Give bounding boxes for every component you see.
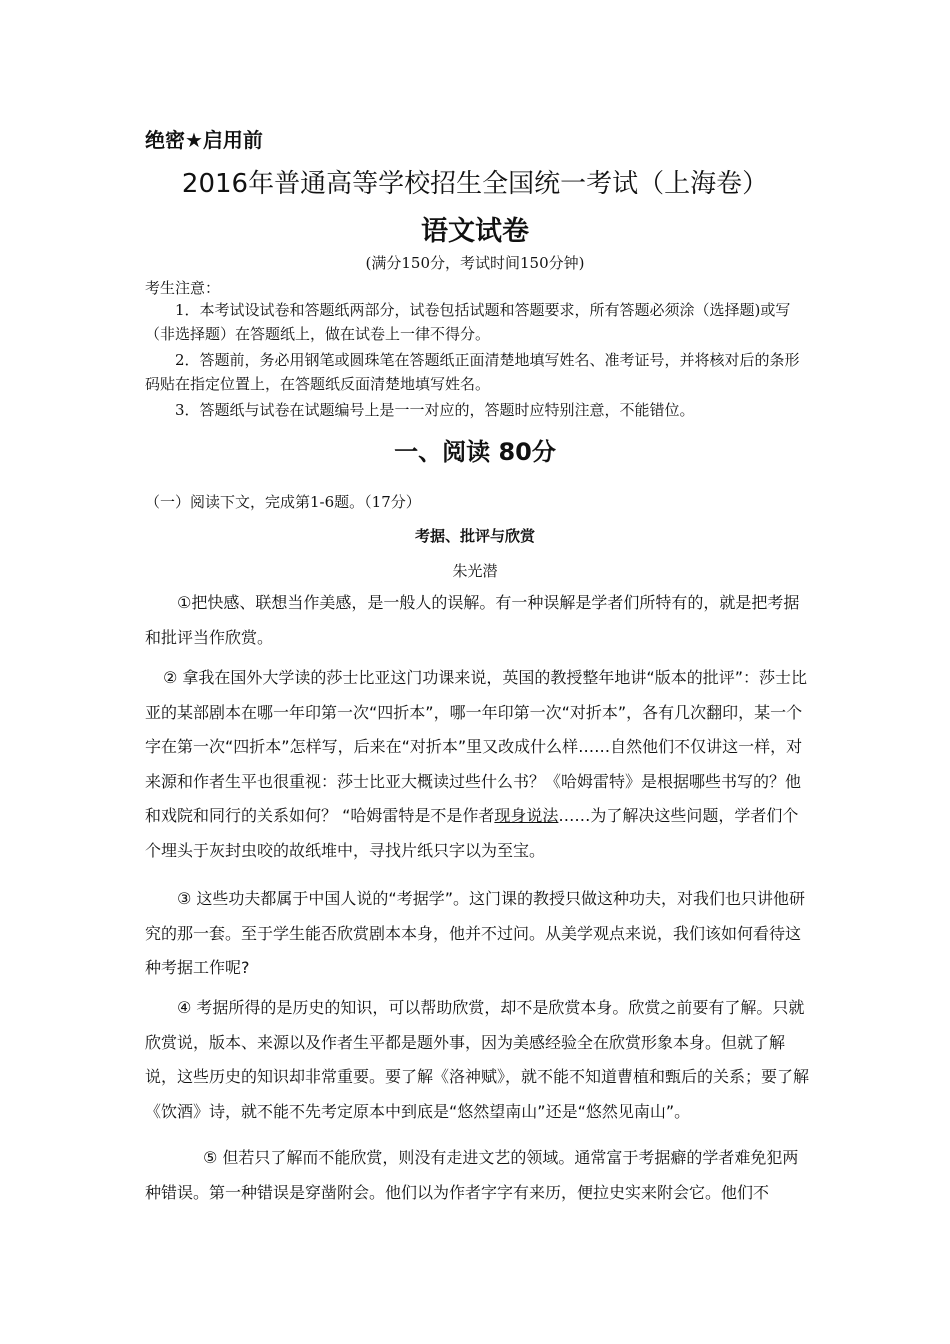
notice-item-2: 2．答题前，务必用钢笔或圆珠笔在答题纸正面清楚地填写姓名、准考证号，并将核对后的条形码贴在指定位置上，在答题纸反面清楚地填写姓名。 xyxy=(145,351,800,393)
secret-mark: 绝密★启用前 xyxy=(145,128,263,152)
section-title: 一、阅读 80分 xyxy=(394,438,556,466)
paragraph-2-text-a: ② 拿我在国外大学读的莎士比亚这门功课来说，英国的教授整年地讲“版本的批评”：莎士比亚的某部剧本在哪一年印第一次“四折本”，哪一年印第一次“对折本”，各有几次翻印，某一个字在第一次“四折本”怎样写，后来在“对折本”里又改成什么样……自然他们不仅讲这一样，对来源和作者生平也很重视：莎士比亚大概读过些什么书？《哈姆雷特》是根据哪些书写的？他和戏院和同行的关系如何？ “哈姆雷特是不是作者 xyxy=(145,668,808,825)
notice-heading: 考生注意： xyxy=(145,279,221,297)
exam-title: 2016年普通高等学校招生全国统一考试（上海卷） xyxy=(181,169,769,199)
article-title: 考据、批评与欣赏 xyxy=(414,527,535,545)
score-time: (满分150分，考试时间150分钟) xyxy=(365,254,585,272)
section-instruction: （一）阅读下文，完成第1-6题。（17分） xyxy=(145,493,421,511)
paragraph-2-text-b: ……为了解决这些问题，学者们个个埋头于灰封虫咬的故纸堆中，寻找片纸只字以为至宝。 xyxy=(145,806,799,860)
article-author: 朱光潜 xyxy=(452,562,498,580)
paragraph-5: ⑤ 但若只了解而不能欣赏，则没有走进文艺的领域。通常富于考据癖的学者难免犯两种错误。第一种错误是穿凿附会。他们以为作者字字有来历，便拉史实来附会它。他们不 xyxy=(145,1148,799,1202)
paragraph-4: ④ 考据所得的是历史的知识，可以帮助欣赏，却不是欣赏本身。欣赏之前要有了解。只就欣赏说，版本、来源以及作者生平都是题外事，因为美感经验全在欣赏形象本身。但就了解说，这些历史的知识却非常重要。要了解《洛神赋》，就不能不知道曹植和甄后的关系；要了解《饮酒》诗，就不能不先考定原本中到底是“悠然望南山”还是“悠然见南山”。 xyxy=(145,998,810,1121)
paragraph-3: ③ 这些功夫都属于中国人说的“考据学”。这门课的教授只做这种功夫，对我们也只讲他研究的那一套。至于学生能否欣赏剧本本身，他并不过问。从美学观点来说，我们该如何看待这种考据工作呢? xyxy=(145,889,806,977)
paragraph-1: ①把快感、联想当作美感，是一般人的误解。有一种误解是学者们所特有的，就是把考据和批评当作欣赏。 xyxy=(145,593,800,647)
notice-item-3: 3．答题纸与试卷在试题编号上是一一对应的，答题时应特别注意，不能错位。 xyxy=(175,401,695,419)
underlined-phrase: 现身说法 xyxy=(494,806,559,825)
subject-title: 语文试卷 xyxy=(421,216,529,247)
notice-item-1: 1．本考试设试卷和答题纸两部分，试卷包括试题和答题要求，所有答题必须涂（选择题)或写（非选择题）在答题纸上，做在试卷上一律不得分。 xyxy=(145,301,791,343)
paragraph-2 xyxy=(145,661,809,868)
